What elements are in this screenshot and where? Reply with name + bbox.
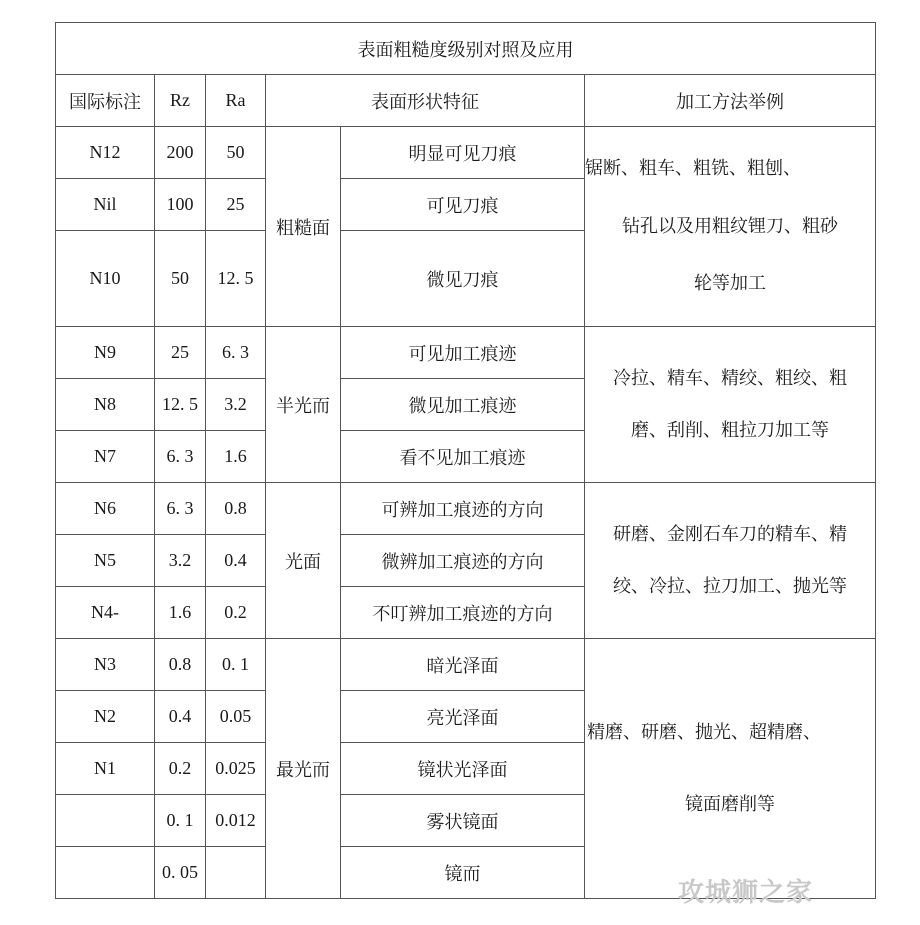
- method-line: 锯断、粗车、粗铣、粗刨、: [585, 158, 801, 180]
- feature-cell: 镜而: [341, 847, 585, 899]
- ra-cell: 0.2: [206, 587, 266, 639]
- group-name-cell: 最光而: [266, 639, 341, 899]
- intl-cell: N5: [56, 535, 155, 587]
- table-row: [56, 127, 876, 179]
- intl-cell: N12: [56, 127, 155, 179]
- table-row: [56, 483, 876, 535]
- header-row: [56, 75, 876, 127]
- table-row: [56, 639, 876, 691]
- header-rz: Rz: [155, 75, 206, 127]
- method-line: 绞、冷拉、拉刀加工、抛光等: [613, 575, 848, 597]
- feature-cell: 看不见加工痕迹: [341, 431, 585, 483]
- ra-cell: 1.6: [206, 431, 266, 483]
- table-title: 表面粗糙度级别对照及应用: [56, 23, 876, 75]
- method-cell: [585, 127, 876, 327]
- feature-cell: 可见加工痕迹: [341, 327, 585, 379]
- method-line: 冷拉、精车、精绞、粗绞、粗: [613, 367, 848, 389]
- rz-cell: 0. 05: [155, 847, 206, 899]
- intl-cell: [56, 847, 155, 899]
- feature-cell: 雾状镜面: [341, 795, 585, 847]
- rz-cell: 0.4: [155, 691, 206, 743]
- ra-cell: 6. 3: [206, 327, 266, 379]
- ra-cell: 0.8: [206, 483, 266, 535]
- group-name-cell: 粗糙面: [266, 127, 341, 327]
- feature-cell: 亮光泽面: [341, 691, 585, 743]
- ra-cell: [206, 847, 266, 899]
- header-method: 加工方法举例: [585, 75, 876, 127]
- feature-cell: 微辨加工痕迹的方向: [341, 535, 585, 587]
- method-cell: [585, 639, 876, 899]
- rz-cell: 50: [155, 231, 206, 327]
- feature-cell: 暗光泽面: [341, 639, 585, 691]
- intl-cell: N3: [56, 639, 155, 691]
- intl-cell: N4-: [56, 587, 155, 639]
- intl-cell: N2: [56, 691, 155, 743]
- method-cell: [585, 483, 876, 639]
- table-row: [56, 327, 876, 379]
- ra-cell: 12. 5: [206, 231, 266, 327]
- rz-cell: 1.6: [155, 587, 206, 639]
- ra-cell: 0. 1: [206, 639, 266, 691]
- intl-cell: N10: [56, 231, 155, 327]
- intl-cell: N9: [56, 327, 155, 379]
- group-name-cell: 半光而: [266, 327, 341, 483]
- intl-cell: Nil: [56, 179, 155, 231]
- ra-cell: 25: [206, 179, 266, 231]
- intl-cell: N8: [56, 379, 155, 431]
- method-line: 镜面磨削等: [685, 793, 776, 815]
- ra-cell: 50: [206, 127, 266, 179]
- ra-cell: 0.05: [206, 691, 266, 743]
- feature-cell: 镜状光泽面: [341, 743, 585, 795]
- rz-cell: 100: [155, 179, 206, 231]
- rz-cell: 6. 3: [155, 483, 206, 535]
- feature-cell: 可辨加工痕迹的方向: [341, 483, 585, 535]
- rz-cell: 3.2: [155, 535, 206, 587]
- group-name-cell: 光面: [266, 483, 341, 639]
- method-line: 研磨、金刚石车刀的精车、精: [613, 523, 848, 545]
- intl-cell: [56, 795, 155, 847]
- ra-cell: 0.025: [206, 743, 266, 795]
- feature-cell: 微见刀痕: [341, 231, 585, 327]
- ra-cell: 3.2: [206, 379, 266, 431]
- method-line: 精磨、研磨、抛光、超精磨、: [587, 721, 821, 743]
- rz-cell: 12. 5: [155, 379, 206, 431]
- rz-cell: 0. 1: [155, 795, 206, 847]
- ra-cell: 0.012: [206, 795, 266, 847]
- intl-cell: N7: [56, 431, 155, 483]
- method-line: 钻孔以及用粗纹锂刀、粗砂: [622, 215, 839, 237]
- feature-cell: 微见加工痕迹: [341, 379, 585, 431]
- roughness-table: [55, 22, 876, 899]
- rz-cell: 25: [155, 327, 206, 379]
- header-intl: 国际标注: [56, 75, 155, 127]
- feature-cell: 不叮辨加工痕迹的方向: [341, 587, 585, 639]
- intl-cell: N6: [56, 483, 155, 535]
- rz-cell: 6. 3: [155, 431, 206, 483]
- rz-cell: 0.2: [155, 743, 206, 795]
- method-line: 磨、刮削、粗拉刀加工等: [631, 419, 830, 441]
- feature-cell: 可见刀痕: [341, 179, 585, 231]
- rz-cell: 0.8: [155, 639, 206, 691]
- header-feature: 表面形状特征: [266, 75, 585, 127]
- intl-cell: N1: [56, 743, 155, 795]
- ra-cell: 0.4: [206, 535, 266, 587]
- rz-cell: 200: [155, 127, 206, 179]
- method-line: 轮等加工: [694, 273, 767, 295]
- method-cell: [585, 327, 876, 483]
- feature-cell: 明显可见刀痕: [341, 127, 585, 179]
- watermark: 攻城狮之家: [678, 878, 814, 908]
- header-ra: Ra: [206, 75, 266, 127]
